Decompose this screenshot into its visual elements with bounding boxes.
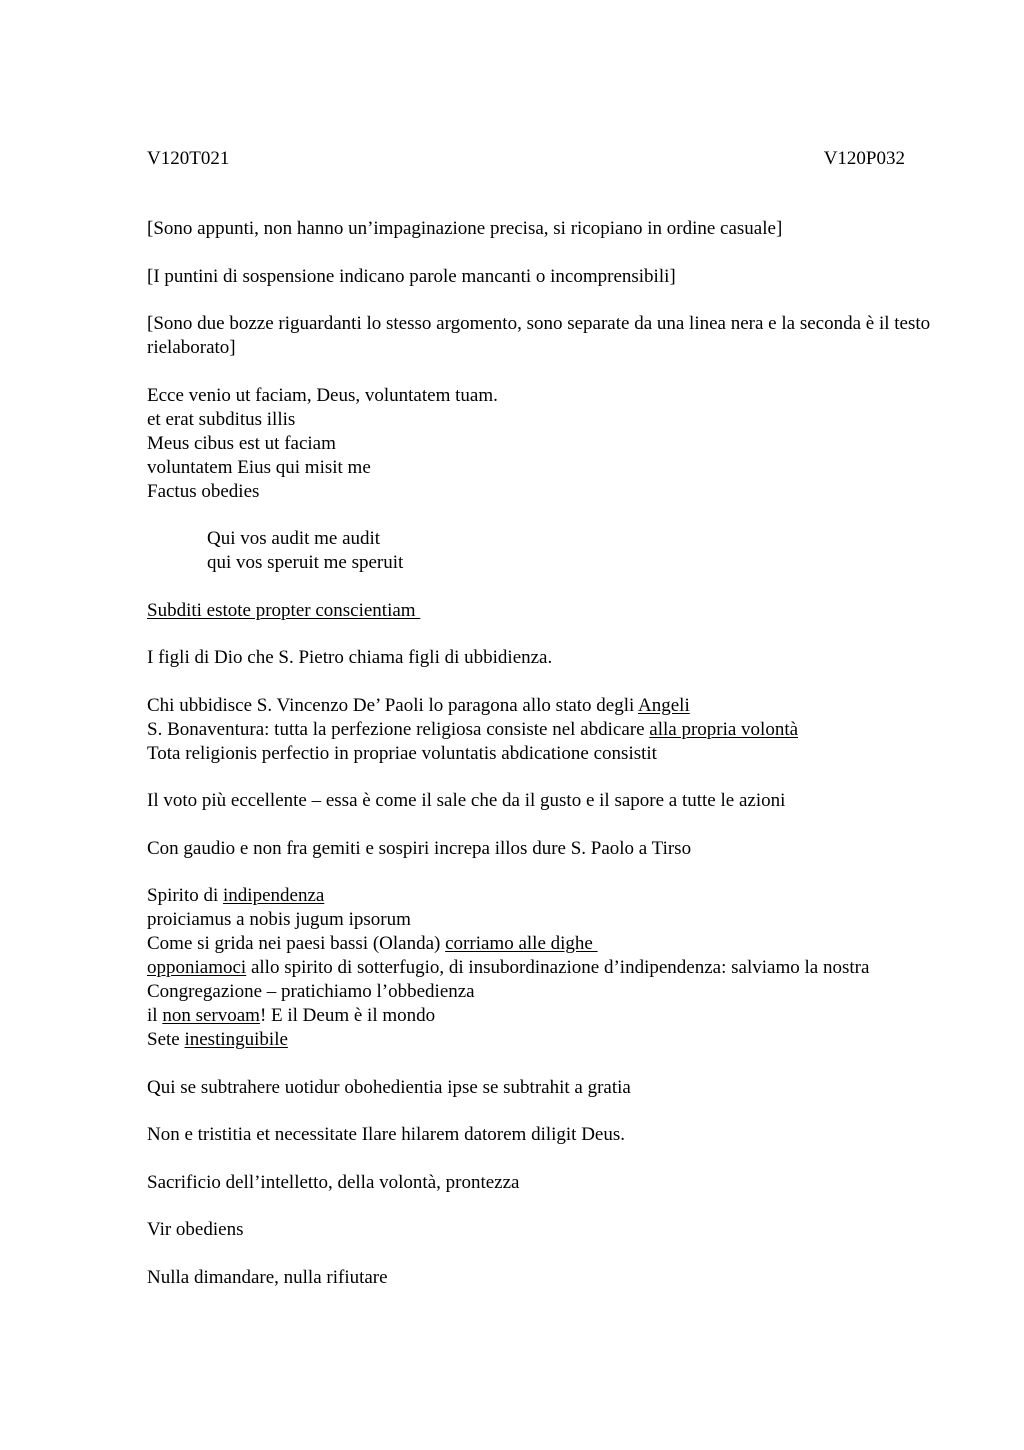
subditi-paragraph xyxy=(147,599,947,623)
text-segment: ! E il Deum è il mondo xyxy=(259,1005,436,1026)
indented-line: qui vos speruit me speruit xyxy=(207,552,404,573)
paragraph-text: Vir obediens xyxy=(147,1219,244,1240)
header-left-code: V120T021 xyxy=(147,148,230,169)
paragraph-text: Sacrificio dell’intelletto, della volontà, prontezza xyxy=(147,1171,520,1193)
paragraph-line xyxy=(147,718,947,742)
text-segment: S. Bonaventura: tutta la perfezione religiosa consiste nel abdicare xyxy=(147,718,650,740)
vir-paragraph xyxy=(147,1218,947,1242)
text-segment: il xyxy=(147,1005,163,1026)
underlined-text: corriamo alle dighe xyxy=(445,933,598,954)
paragraph-text: I figli di Dio che S. Pietro chiama figli di ubbidienza. xyxy=(147,647,553,668)
verse-block xyxy=(147,384,947,504)
text-segment: Chi ubbidisce S. Vincenzo De’ Paoli lo paragona allo stato degli xyxy=(147,694,639,716)
figli-paragraph xyxy=(147,646,947,670)
header-right-code: V120P032 xyxy=(823,148,905,169)
editorial-note-1 xyxy=(147,217,947,241)
underlined-text: indipendenza xyxy=(223,885,325,906)
underlined-text: Subditi estote propter conscientiam xyxy=(147,599,421,621)
paragraph-text: Non e tristitia et necessitate Ilare hilarem datorem diligit Deus. xyxy=(147,1124,626,1145)
note-text: [Sono due bozze riguardanti lo stesso argomento, sono separate da una linea nera e la seconda è il testo rielaborato] xyxy=(147,313,931,358)
text-segment: allo spirito di sotterfugio, di insubordinazione d’indipendenza: salviamo la nostra Congregazione – pratichiamo l’obbedienza xyxy=(147,957,870,1002)
spirito-paragraph xyxy=(147,884,947,1052)
nulla-paragraph xyxy=(147,1266,947,1290)
sacrificio-paragraph xyxy=(147,1171,947,1195)
paragraph-text: Nulla dimandare, nulla rifiutare xyxy=(147,1266,388,1288)
gaudio-paragraph xyxy=(147,837,947,861)
indented-line: Qui vos audit me audit xyxy=(207,528,381,549)
text-segment: Spirito di xyxy=(147,885,224,906)
paragraph-line xyxy=(147,1028,947,1052)
non-e-paragraph xyxy=(147,1123,947,1147)
paragraph-text: Con gaudio e non fra gemiti e sospiri increpa illos dure S. Paolo a Tirso xyxy=(147,837,692,859)
paragraph-text: Il voto più eccellente – essa è come il sale che da il gusto e il sapore a tutte le azioni xyxy=(147,790,786,811)
underlined-text: Angeli xyxy=(638,694,690,716)
paragraph-line xyxy=(147,884,947,908)
paragraph-text: Qui se subtrahere uotidur obohedientia ipse se subtrahit a gratia xyxy=(147,1076,631,1098)
underlined-text: inestinguibile xyxy=(184,1029,288,1050)
paragraph-line xyxy=(147,956,947,1004)
note-text: [Sono appunti, non hanno un’impaginazione precisa, si ricopiano in ordine casuale] xyxy=(147,218,783,239)
voto-paragraph xyxy=(147,789,947,813)
paragraph-line: Tota religionis perfectio in propriae voluntatis abdicatione consistit xyxy=(147,742,657,764)
indented-verse-block xyxy=(147,527,947,575)
paragraph-line xyxy=(147,1004,947,1028)
underlined-text: non servoam xyxy=(162,1005,260,1026)
text-segment: Come si grida nei paesi bassi (Olanda) xyxy=(147,933,446,954)
verse-line: Meus cibus est ut faciam xyxy=(147,432,336,454)
qui-se-paragraph xyxy=(147,1076,947,1100)
verse-line: et erat subditus illis xyxy=(147,408,296,430)
paragraph-line xyxy=(147,932,947,956)
editorial-note-3 xyxy=(147,312,947,360)
angeli-paragraph xyxy=(147,694,947,766)
text-segment: Sete xyxy=(147,1029,185,1050)
note-text: [I puntini di sospensione indicano parole mancanti o incomprensibili] xyxy=(147,265,676,287)
editorial-note-2 xyxy=(147,265,947,289)
verse-line: Factus obedies xyxy=(147,480,260,502)
verse-line: Ecce venio ut faciam, Deus, voluntatem tuam. xyxy=(147,384,498,406)
underlined-text: opponiamoci xyxy=(147,957,247,978)
paragraph-line xyxy=(147,694,947,718)
verse-line: voluntatem Eius qui misit me xyxy=(147,456,371,478)
underlined-text: alla propria volontà xyxy=(649,718,799,740)
document-body xyxy=(147,217,947,1313)
paragraph-line: proiciamus a nobis jugum ipsorum xyxy=(147,909,411,930)
